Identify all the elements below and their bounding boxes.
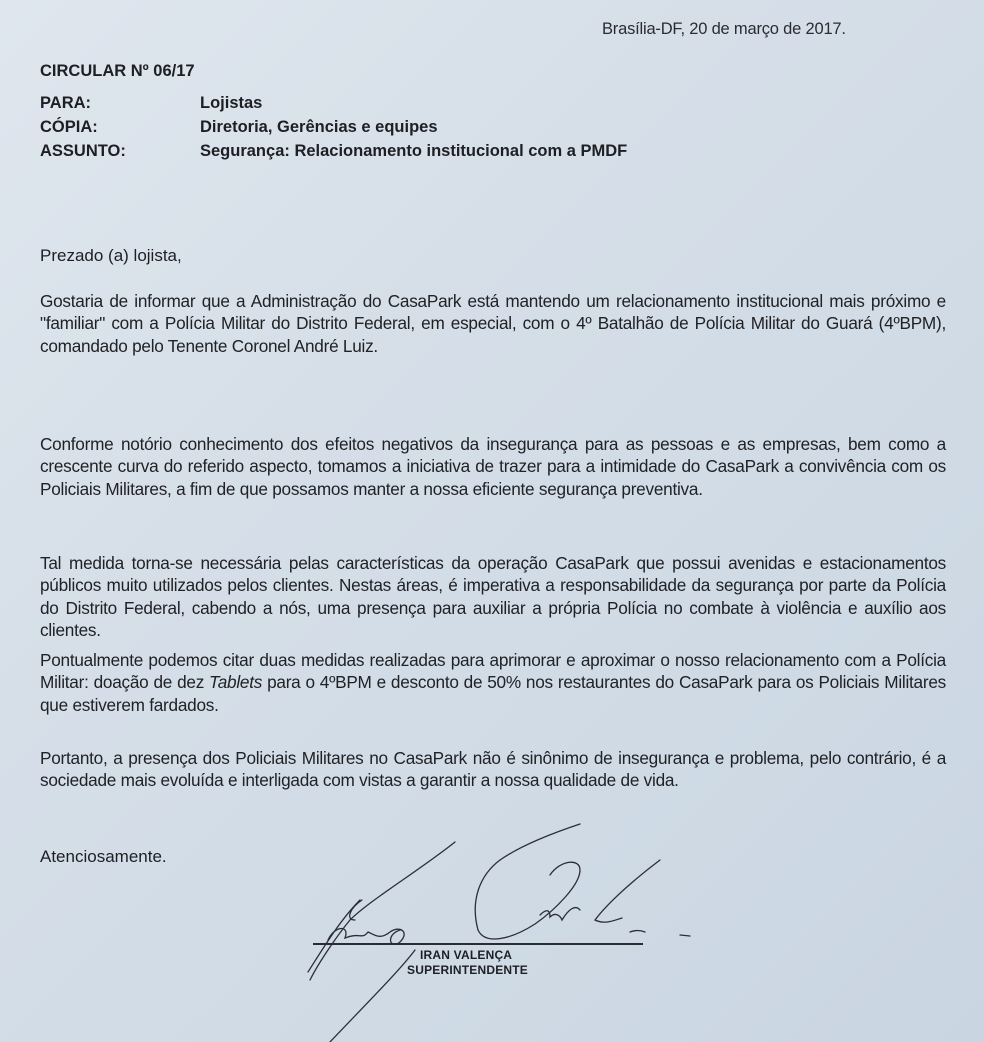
italic-term: Tablets	[209, 672, 263, 693]
header-row-copia	[40, 115, 627, 139]
paragraph-text: Pontualmente podemos citar duas medidas realizadas para aprimorar e aproximar o nosso relacionamento com a Polícia Militar: doação de dez	[40, 650, 946, 693]
header-row-para	[40, 91, 627, 115]
paragraph-text: para o 4ºBPM e desconto de 50% nos restaurantes do CasaPark para os Policiais Militares que estiverem fardados.	[40, 672, 946, 715]
closing: Atenciosamente.	[40, 847, 167, 866]
signatory-name: IRAN VALENÇA	[420, 948, 513, 962]
body-paragraph: Gostaria de informar que a Administração do CasaPark está mantendo um relacionamento institucional mais próximo e "familiar" com a Polícia Militar do Distrito Federal, em especial, com o 4º Batalhão de Polícia Militar do Guará (4ºBPM), comandado pelo Tenente Coronel André Luiz.	[40, 291, 946, 356]
handwritten-signature-icon	[250, 820, 750, 1042]
header-value: Diretoria, Gerências e equipes	[200, 118, 438, 136]
signatory-title: SUPERINTENDENTE	[407, 963, 529, 977]
header-label: PARA:	[40, 94, 92, 112]
header-value: Segurança: Relacionamento institucional com a PMDF	[200, 142, 628, 160]
header-row-assunto	[40, 139, 627, 163]
header-label: ASSUNTO:	[40, 142, 126, 160]
letter-header	[40, 62, 627, 163]
signature-line	[313, 943, 643, 945]
header-label: CÓPIA:	[40, 118, 98, 136]
header-value: Lojistas	[200, 94, 263, 112]
body-paragraph: Portanto, a presença dos Policiais Militares no CasaPark não é sinônimo de insegurança e problema, pelo contrário, é a sociedade mais evoluída e interligada com vistas a garantir a nossa qualidade de vida.	[40, 748, 946, 791]
date-line: Brasília-DF, 20 de março de 2017.	[602, 20, 846, 38]
body-paragraph: Conforme notório conhecimento dos efeitos negativos da insegurança para as pessoas e as empresas, bem como a crescente curva do referido aspecto, tomamos a iniciativa de trazer para a intimidade do CasaPark a convivência com os Policiais Militares, a fim de que possamos manter a nossa eficiente segurança preventiva.	[40, 434, 946, 499]
circular-number: CIRCULAR Nº 06/17	[40, 62, 195, 80]
salutation: Prezado (a) lojista,	[40, 246, 182, 265]
body-paragraph: Tal medida torna-se necessária pelas características da operação CasaPark que possui avenidas e estacionamentos públicos muito utilizados pelos clientes. Nestas áreas, é imperativa a responsabilidade da segurança por parte da Polícia do Distrito Federal, cabendo a nós, uma presença para auxiliar a própria Polícia no combate à violência e auxílio aos clientes.	[40, 553, 946, 641]
body-paragraph	[40, 649, 946, 716]
